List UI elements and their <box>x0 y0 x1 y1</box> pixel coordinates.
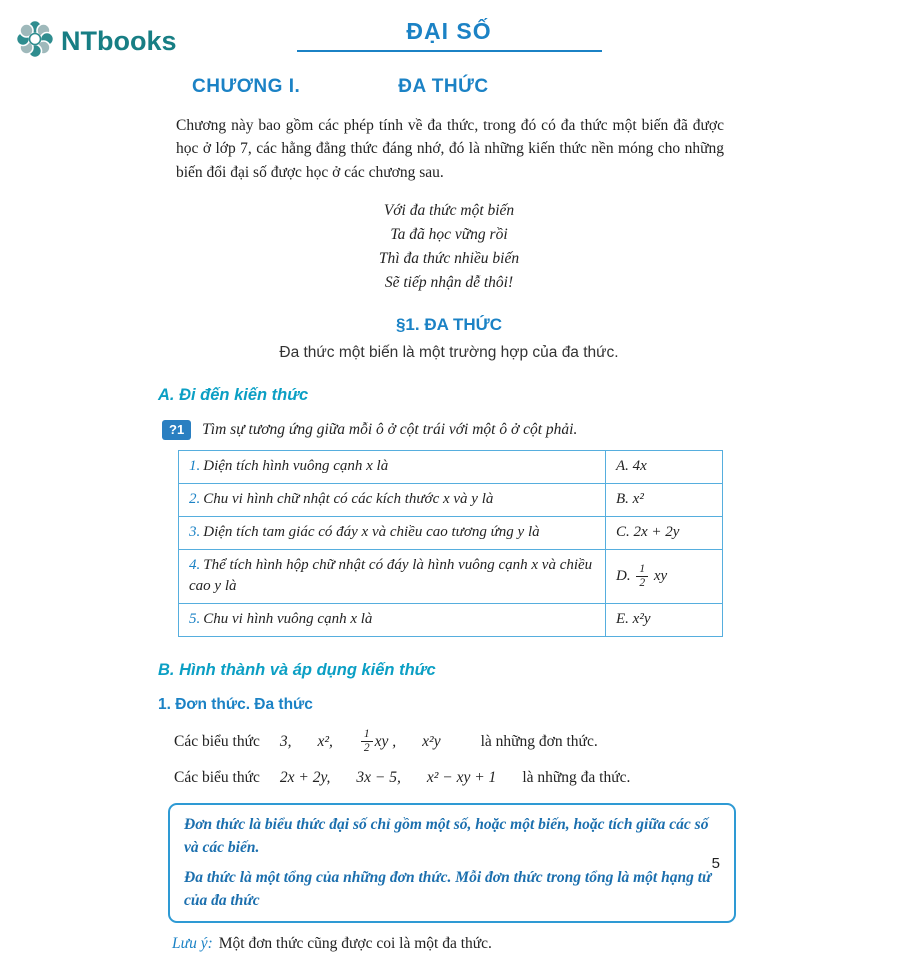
table-left-cell <box>179 484 606 517</box>
section-subtitle: Đa thức một biến là một trường hợp của đa thức. <box>279 344 619 362</box>
monomial-item: 3, <box>279 732 292 750</box>
table-right-cell <box>606 451 723 484</box>
definition-box <box>168 803 736 923</box>
table-row <box>179 451 723 484</box>
poem-block <box>158 199 740 295</box>
answer-value: x²y <box>632 611 651 628</box>
monomial-item: x², <box>317 732 333 750</box>
poem-line: Ta đã học vững rồi <box>390 226 508 244</box>
note-text: Một đơn thức cũng được coi là một đa thức. <box>218 935 492 953</box>
answer-value: x² <box>632 491 644 508</box>
note-line <box>172 935 740 953</box>
section-title: §1. ĐA THỨC <box>395 315 503 335</box>
row-number: 2. <box>189 491 201 508</box>
polynomial-item: 3x − 5, <box>356 769 401 787</box>
logo-text: NTbooks <box>61 26 177 56</box>
fraction-numerator: 1 <box>361 728 373 742</box>
row-text: Thể tích hình hộp chữ nhật có đáy là hình vuông cạnh x và chiều cao y là <box>189 556 593 595</box>
chapter-intro: Chương này bao gồm các phép tính về đa thức, trong đó có đa thức một biến đã được học ở lớp 7, các hằng đẳng thức đáng nhớ, đó là những kiến thức nền móng cho những biến đổi đại số được học ở các chương sau. <box>176 117 724 181</box>
table-left-cell <box>179 516 606 549</box>
answer-label: B. <box>616 491 629 508</box>
row-number: 4. <box>189 556 201 573</box>
definition-polynomial: Đa thức là một tổng của những đơn thức. Mỗi đơn thức trong tổng là một hạng tử của đa thức <box>184 869 712 909</box>
answer-value: xy <box>653 567 668 584</box>
fraction-denominator: 2 <box>639 576 646 589</box>
table-right-cell <box>606 516 723 549</box>
definition-monomial: Đơn thức là biểu thức đại số chỉ gồm một số, hoặc một biến, hoặc tích giữa các số và các biến. <box>184 816 709 856</box>
page-header-title: ĐẠI SỐ <box>406 18 492 44</box>
table-row <box>179 549 723 604</box>
question-1 <box>162 420 740 440</box>
poem-line: Với đa thức một biến <box>383 202 515 220</box>
table-right-cell <box>606 604 723 637</box>
publisher-logo <box>14 18 177 65</box>
row-text: Diện tích hình vuông cạnh x là <box>203 458 389 475</box>
poem-line: Sẽ tiếp nhận dễ thôi! <box>384 274 514 292</box>
part-a-header: A. Đi đến kiến thức <box>158 386 309 405</box>
page-number: 5 <box>711 855 720 872</box>
note-label: Lưu ý: <box>172 935 213 953</box>
poem-line: Thì đa thức nhiều biến <box>378 250 520 268</box>
table-row <box>179 604 723 637</box>
row-text: Diện tích tam giác có đáy x và chiều cao tương ứng y là <box>203 523 540 540</box>
expression-prefix: Các biểu thức <box>174 769 260 787</box>
table-left-cell <box>179 451 606 484</box>
polynomial-item: x² − xy + 1 <box>426 769 497 787</box>
polynomial-item: 2x + 2y, <box>279 769 331 787</box>
question-badge: ?1 <box>162 420 191 440</box>
expression-suffix: là những đơn thức. <box>480 732 598 750</box>
answer-label: E. <box>616 611 629 628</box>
part-b-header: B. Hình thành và áp dụng kiến thức <box>158 660 436 679</box>
row-text: Chu vi hình chữ nhật có các kích thước x và y là <box>203 491 494 508</box>
expression-suffix: là những đa thức. <box>522 769 631 787</box>
header-rule <box>297 50 602 52</box>
answer-label: C. <box>616 523 630 540</box>
polynomials-line <box>174 769 740 787</box>
monomial-item: x²y <box>422 732 441 750</box>
chapter-title: ĐA THỨC <box>398 76 489 97</box>
question-text: Tìm sự tương ứng giữa mỗi ô ở cột trái với một ô ở cột phải. <box>202 421 578 439</box>
book-page <box>158 18 740 953</box>
subsection-title: 1. Đơn thức. Đa thức <box>158 695 313 713</box>
answer-value: 4x <box>632 458 647 475</box>
expression-prefix: Các biểu thức <box>174 732 260 750</box>
table-right-cell <box>606 549 723 604</box>
answer-label: D. <box>616 567 631 584</box>
monomials-line <box>174 728 740 755</box>
row-text: Chu vi hình vuông cạnh x là <box>203 611 373 628</box>
row-number: 3. <box>189 523 201 540</box>
matching-table <box>178 450 723 637</box>
table-right-cell <box>606 484 723 517</box>
chapter-heading <box>192 76 740 98</box>
table-left-cell <box>179 549 606 604</box>
table-row <box>179 516 723 549</box>
row-number: 5. <box>189 611 201 628</box>
table-row <box>179 484 723 517</box>
chapter-label: CHƯƠNG I. <box>192 76 301 97</box>
table-left-cell <box>179 604 606 637</box>
monomial-item: xy , <box>374 732 397 750</box>
answer-value: 2x + 2y <box>633 523 680 540</box>
fraction-numerator: 1 <box>636 563 648 577</box>
row-number: 1. <box>189 458 201 475</box>
fraction <box>361 728 373 755</box>
fraction-denominator: 2 <box>363 742 370 755</box>
answer-label: A. <box>616 458 629 475</box>
fraction <box>636 563 648 590</box>
flower-knot-icon <box>14 18 56 65</box>
